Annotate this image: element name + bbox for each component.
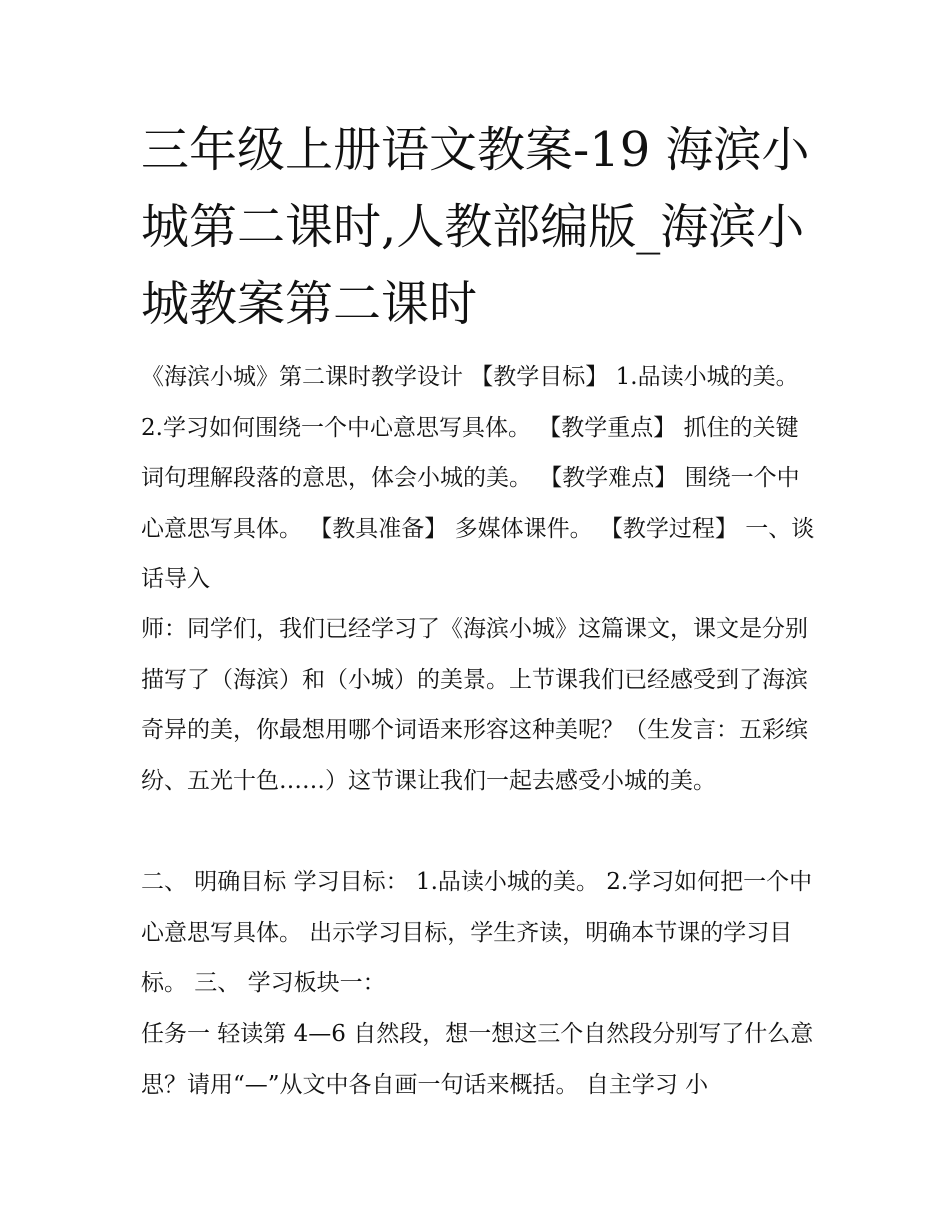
document-title: 三年级上册语文教案-19 海滨小城第二课时,人教部编版_海滨小城教案第二课时 [141,122,810,332]
paragraph-task-one: 任务一 轻读第 4—6 自然段，想一想这三个自然段分别写了什么意思？请用“—”从文中各自画一句话来概括。 自主学习 小 [141,1021,814,1098]
paragraph-teaching-goals: 《海滨小城》第二课时教学设计 【教学目标】 1.品读小城的美。 2.学习如何围绕一个中心意思写具体。 【教学重点】 抓住的关键词句理解段落的意思，体会小城的美。 【教学难点】 围绕一个中心意思写具体。 【教具准备】 多媒体课件。 【教学过程】 一、谈话导入 [141,364,815,592]
paragraph-teacher-intro: 师：同学们，我们已经学习了《海滨小城》这篇课文，课文是分别描写了（海滨）和（小城）的美景。上节课我们已经感受到了海滨奇异的美，你最想用哪个词语来形容这种美呢？（生发言：五彩缤纷、五光十色……）这节课让我们一起去感受小城的美。 [141,616,808,794]
paragraph-clear-goals: 二、 明确目标 学习目标： 1.品读小城的美。 2.学习如何把一个中心意思写具体。 出示学习目标，学生齐读，明确本节课的学习目标。 三、 学习板块一： [141,869,813,996]
